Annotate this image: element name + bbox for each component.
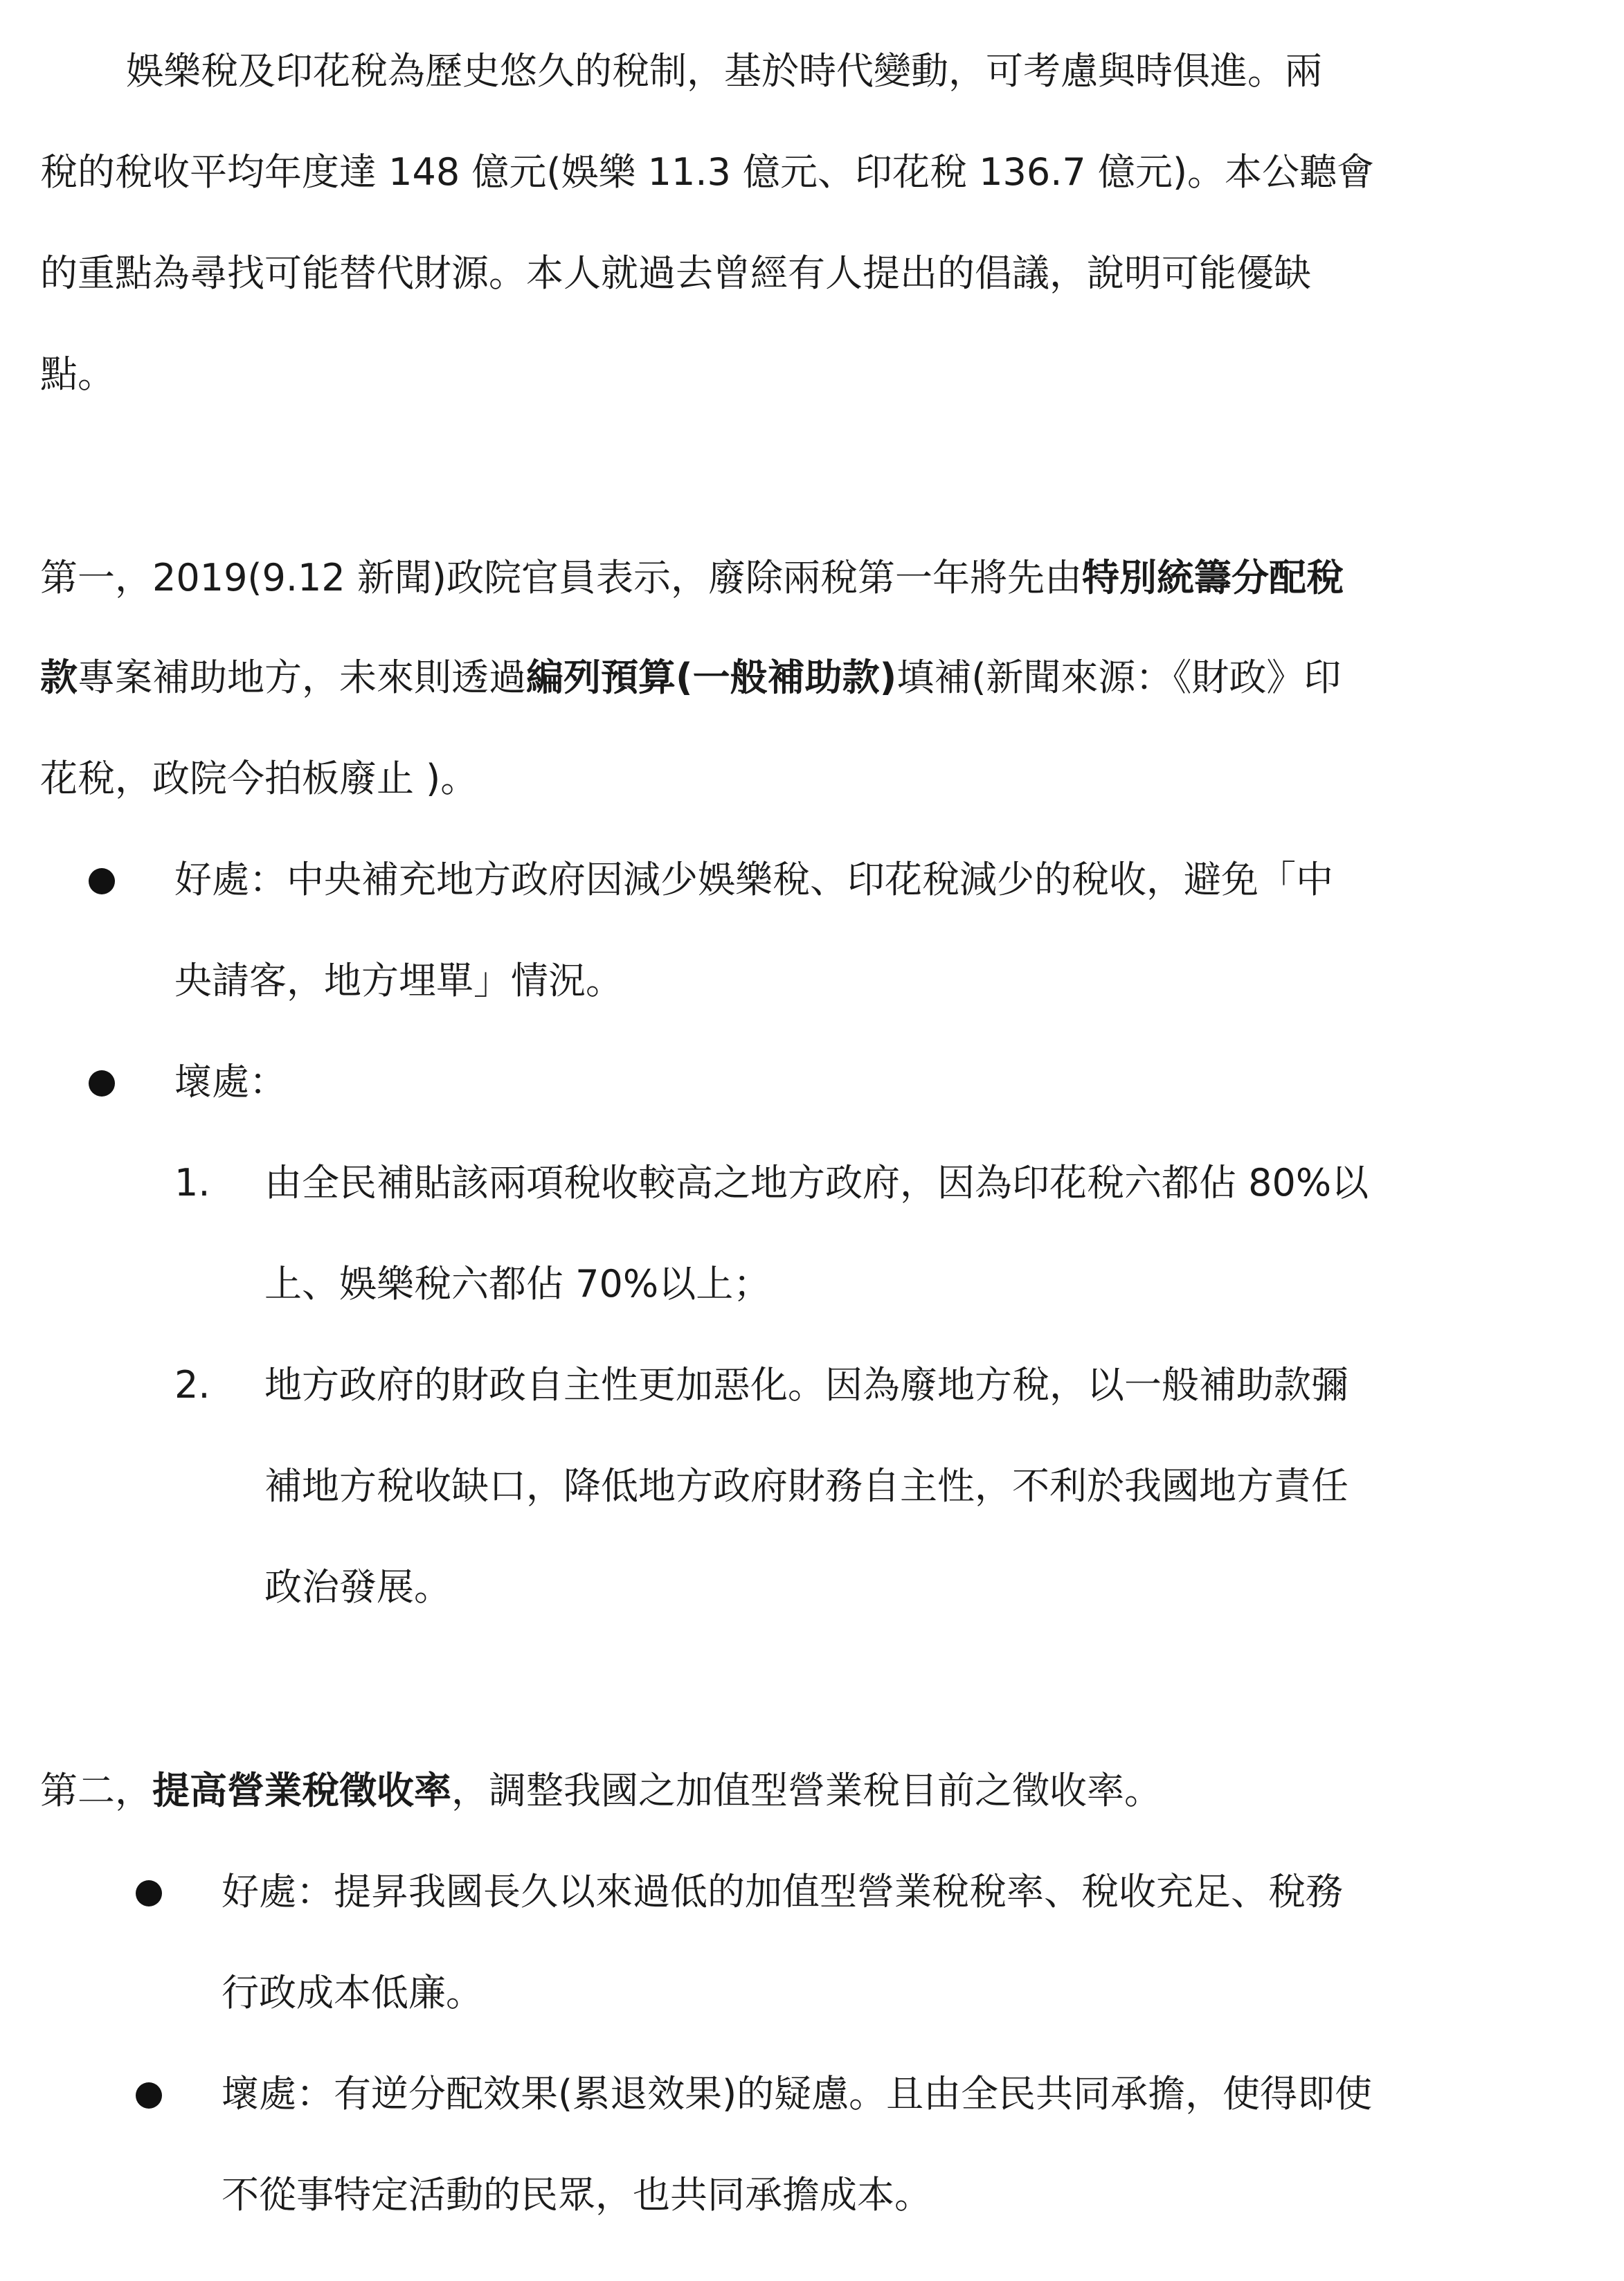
first-line-2-bold-b: 編列預算(一般補助款)	[526, 656, 897, 699]
intro-line-2: 稅的稅收平均年度達 148 億元(娛樂 11.3 億元、印花稅 136.7 億元)。本公聽會	[40, 150, 1375, 194]
first-con-2-line-3: 政治發展。	[264, 1565, 451, 1609]
first-line-3: 花稅，政院今拍板廢止 )。	[40, 757, 478, 800]
second-line-1-text-a: 第二，	[40, 1769, 152, 1812]
first-con-label: 壞處：	[174, 1060, 287, 1103]
list-number-2: 2.	[174, 1363, 210, 1407]
first-line-1-text: 第一，2019(9.12 新聞)政院官員表示，廢除兩稅第一年將先由	[40, 556, 1082, 599]
first-line-2-bold-a: 款	[40, 656, 78, 699]
bullet-icon	[136, 2082, 162, 2109]
bullet-icon	[136, 1880, 162, 1906]
second-con-line-2: 不從事特定活動的民眾，也共同承擔成本。	[222, 2173, 932, 2217]
second-line-1-text-b: ，調整我國之加值型營業稅目前之徵收率。	[451, 1769, 1162, 1812]
first-con-2-line-1: 地方政府的財政自主性更加惡化。因為廢地方稅，以一般補助款彌	[264, 1363, 1348, 1407]
second-con-line-1: 壞處：有逆分配效果(累退效果)的疑慮。且由全民共同承擔，使得即使	[222, 2072, 1373, 2116]
first-pro-line-1: 好處：中央補充地方政府因減少娛樂稅、印花稅減少的稅收，避免「中	[174, 858, 1333, 901]
second-line-1	[40, 1769, 1162, 1812]
intro-line-4: 點。	[40, 352, 115, 396]
first-line-2-text-b: 填補(新聞來源：《財政》印	[896, 656, 1342, 699]
bullet-icon	[89, 868, 115, 894]
list-number-1: 1.	[174, 1161, 210, 1205]
first-line-2-text-a: 專案補助地方，未來則透過	[78, 656, 526, 699]
first-con-1-line-2: 上、娛樂稅六都佔 70%以上；	[264, 1262, 771, 1306]
intro-line-1: 娛樂稅及印花稅為歷史悠久的稅制，基於時代變動，可考慮與時俱進。兩	[126, 49, 1322, 93]
second-pro-line-2: 行政成本低廉。	[222, 1971, 483, 2014]
first-con-1-line-1: 由全民補貼該兩項稅收較高之地方政府，因為印花稅六都佔 80%以	[264, 1161, 1369, 1205]
first-pro-line-2: 央請客，地方埋單」情況。	[174, 959, 623, 1002]
first-line-2	[40, 656, 1342, 699]
bullet-icon	[89, 1070, 115, 1097]
first-line-1-bold: 特別統籌分配稅	[1081, 556, 1344, 599]
second-line-1-bold: 提高營業稅徵收率	[152, 1769, 451, 1812]
intro-line-3: 的重點為尋找可能替代財源。本人就過去曾經有人提出的倡議，說明可能優缺	[40, 251, 1311, 295]
first-line-1	[40, 556, 1344, 599]
second-pro-line-1: 好處：提昇我國長久以來過低的加值型營業稅稅率、稅收充足、稅務	[222, 1870, 1343, 1913]
first-con-2-line-2: 補地方稅收缺口，降低地方政府財務自主性，不利於我國地方責任	[264, 1464, 1348, 1508]
